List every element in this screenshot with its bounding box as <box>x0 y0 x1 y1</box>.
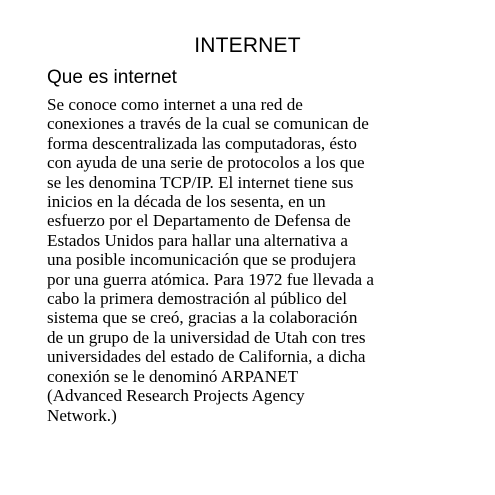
page-title: INTERNET <box>194 34 301 57</box>
paragraph-line: de un grupo de la universidad de Utah con tres <box>47 327 366 347</box>
paragraph-line: con ayuda de una serie de protocolos a los que <box>47 153 365 173</box>
paragraph-line: se les denomina TCP/IP. El internet tiene sus <box>47 172 354 192</box>
paragraph-line: forma descentralizada las computadoras, ésto <box>47 133 357 153</box>
paragraph-line: universidades del estado de California, a dicha <box>47 347 366 367</box>
paragraph-line: Network.) <box>47 405 117 425</box>
paragraph-line: sistema que se creó, gracias a la colaboración <box>47 308 358 328</box>
body-paragraph <box>47 95 477 425</box>
paragraph-line: inicios en la década de los sesenta, en un <box>47 192 326 212</box>
paragraph-line: cabo la primera demostración al público del <box>47 289 347 309</box>
paragraph-line: Estados Unidos para hallar una alternativa a <box>47 230 348 250</box>
paragraph-line: una posible incomunicación que se produjera <box>47 250 357 270</box>
paragraph-line: conexión se le denominó ARPANET <box>47 366 299 386</box>
paragraph-line: esfuerzo por el Departamento de Defensa de <box>47 211 351 231</box>
paragraph-line: (Advanced Research Projects Agency <box>47 386 305 406</box>
paragraph-line: por una guerra atómica. Para 1972 fue llevada a <box>47 269 375 289</box>
paragraph-line: conexiones a través de la cual se comunican de <box>47 114 369 134</box>
section-heading: Que es internet <box>47 67 177 88</box>
paragraph-line: Se conoce como internet a una red de <box>47 95 303 114</box>
